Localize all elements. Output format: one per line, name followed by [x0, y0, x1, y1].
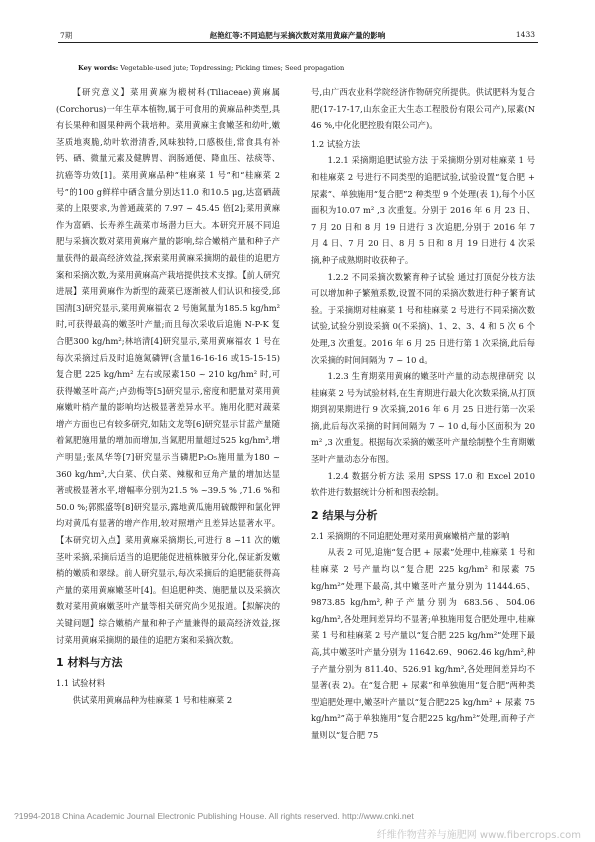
page-number: 1433 — [515, 30, 535, 39]
header-rule — [58, 42, 538, 43]
section-1-2-1-paragraph: 1.2.1 采摘期追肥试验方法 于采摘期分别对桂麻菜 1 号和桂麻菜 2 号进行不同类型的追肥试验,试验设置“复合肥 + 尿素”、单独施用“复合肥”2 种类型 9 个处理(表 1),每个小区面积为10.07 m² ,3 次重复。分别于 2016 年 6 月 23 日、7 月 20 日和 8 月 19 日进行 3 次追肥,分别于 2016 年 7 月 4 日、7 月 20 日、8 月 5 日和 8 月 19 日进行 4 次采摘,种子成熟期时收获种子。 — [311, 155, 535, 265]
copyright-footer: ?1994-2018 China Academic Journal Electronic Publishing House. All rights reserved. http://www.cnki.net — [14, 811, 414, 821]
watermark-text: 纤维作物营养与施肥网 www.fibercrops.com — [376, 830, 581, 841]
issue-label: 7期 — [60, 31, 73, 40]
section-2-1-heading: 2.1 采摘期的不同追肥处理对菜用黄麻嫩梢产量的影响 — [311, 530, 510, 541]
right-column — [311, 84, 535, 744]
section-1-2-heading: 1.2 试验方法 — [311, 138, 361, 149]
section-1-1-heading: 1.1 试验材料 — [56, 678, 106, 689]
intro-paragraph: 【研究意义】菜用黄麻为椴树科(Tiliaceae)黄麻属(Corchorus)一年生草本植物,属于可食用的黄麻品种类型,具有长果种和圆果种两个栽培种。菜用黄麻主食嫩茎和幼叶,嫩茎质地爽脆,幼叶软滑清香,风味独特,口感极佳,常食具有补钙、硒、微量元素及健脾胃、润肠通便、降血压、祛痰等、抗癌等功效[1]。菜用黄麻品种“桂麻菜 1 号”和“桂麻菜 2 号”的100 g鲜样中硒含量分别达11.0 和10.5 μg,达富硒蔬菜的上限要求,为普通蔬菜的 7.97 ~ 45.45 倍[2];菜用黄麻作为富硒、长寿养生蔬菜市场潜力巨大。本研究开展不同追肥与采摘次数对菜用黄麻产量的影响,综合嫩梢产量和种子产量获得的最高经济效益,探索菜用黄麻采摘期的最佳的追肥方案和采摘次数,为菜用黄麻高产栽培提供技术支撑。【前人研究进展】菜用黄麻作为新型的蔬菜已逐渐被人们认识和接受,邱国清[3]研究显示,菜用黄麻福农 2 号施氮量为185.5 kg/hm² 时,可获得最高的嫩茎叶产量;而且每次采收后追施 N-P-K 复合肥300 kg/hm²;林培清[4]研究显示,菜用黄麻福农 1 号在每次采摘过后及时追施氮磷钾(含量16-16-16 或15-15-15)复合肥 225 kg/hm² 左右或尿素150 ~ 210 kg/hm² 时,可获得嫩茎叶高产;卢劲梅等[5]研究显示,密度和肥量对菜用黄麻嫩叶梢产量的影响均达极显著差异水平。施用化肥对蔬菜增产方面也已有较多研究,如陆文龙等[6]研究显示甘蓝产量随着氮肥施用量的增加而增加,当氮肥用量超过525 kg/hm²,增产明显;张凤华等[7]研究显示当磷肥P₂O₅施用量为180 ~ 360 kg/hm²,大白菜、伏白菜、辣椒和豆角产量的增加达显著或极显著水平,增幅率分别为21.5 % ~39.5 % ,71.6 %和50.0 %;郭熙盛等[8]研究显示,露地黄瓜施用硫酸钾和氯化钾均对黄瓜有显著的增产作用,较对照增产且差异达显著水平。【本研究切入点】菜用黄麻采摘期长,可进行 8 ~11 次的嫩茎叶采摘,采摘后适当的追肥能促进植株腋芽分化,保证新发嫩梢的嫩质和翠绿。前人研究显示,每次采摘后的追肥能获得高产量的菜用黄麻嫩茎叶[4]。但追肥种类、施肥量以及采摘次数对菜用黄麻嫩茎叶产量等相关研究尚少见报道。【拟解决的关键问题】综合嫩梢产量和种子产量兼得的最高经济效益,探讨菜用黄麻采摘期的最佳的追肥方案和采摘次数。 — [56, 87, 280, 645]
keywords-line — [78, 64, 344, 72]
materials-continued-paragraph: 号,由广西农业科学院经济作物研究所提供。供试肥料为复合肥(17-17-17,山东金正大生态工程股份有限公司产),尿素(N 46 %,中化化肥控股有限公司产)。 — [311, 87, 535, 131]
left-column — [56, 84, 280, 708]
running-title: 赵艳红等:不同追肥与采摘次数对菜用黄麻产量的影响 — [209, 31, 386, 40]
keywords-label: Key words: — [78, 64, 119, 72]
section-1-heading: 1 材料与方法 — [56, 656, 123, 670]
section-1-2-3-paragraph: 1.2.3 生育期菜用黄麻的嫩茎叶产量的动态规律研究 以桂麻菜 2 号为试验材料,在生育期进行最大化次数采摘,从打顶期到初果期进行 9 次采摘,2016 年 6 月 25 日进行第一次采摘,此后每次采摘的时间间隔为 7 ~ 10 d,每小区面积为 20 m² ,3 次重复。根据每次采摘的嫩茎叶产量绘制整个生育期嫩茎叶产量动态分布图。 — [311, 371, 535, 465]
keywords-text: Vegetable-used jute; Topdressing; Picking times; Seed propagation — [120, 64, 345, 72]
section-2-heading: 2 结果与分析 — [311, 508, 378, 522]
section-1-1-paragraph: 供试菜用黄麻品种为桂麻菜 1 号和桂麻菜 2 — [72, 694, 233, 705]
section-2-1-paragraph: 从表 2 可见,追施“复合肥 + 尿素”处理中,桂麻菜 1 号和桂麻菜 2 号产量均以“复合肥 225 kg/hm² 和尿素 75 kg/hm²”处理下最高,其中嫩茎叶产量分别为 11444.65、9873.85 kg/hm²,种子产量分别为 683.56、504.06 kg/hm²,各处理间差异均不显著;单独施用复合肥处理中,桂麻菜 1 号和桂麻菜 2 号产量以“复合肥 225 kg/hm²”处理下最高,其中嫩茎叶产量分别为 11642.69、9062.46 kg/hm²,种子产量分别为 811.40、526.91 kg/hm²,各处理间差异均不显著(表 2)。在“复合肥 + 尿素”和单独施用“复合肥”两种类型追肥处理中,嫩茎叶产量以“复合肥225 kg/hm² + 尿素 75 kg/hm²”高于单独施用“复合肥225 kg/hm²”处理,而种子产量则以“复合肥 75 — [311, 547, 535, 740]
section-1-2-2-paragraph: 1.2.2 不同采摘次数繁育种子试验 通过打顶促分枝方法可以增加种子繁殖系数,设置不同的采摘次数进行种子繁育试验。于采摘期对桂麻菜 1 号和桂麻菜 2 号进行不同采摘次数试验,试验分别设采摘 0(不采摘)、1、2、3、4 和 5 次 6 个处理,3 次重复。2016 年 6 月 25 日进行第 1 次采摘,此后每次采摘的时间间隔为 7 ~ 10 d。 — [311, 271, 535, 365]
section-1-2-4-paragraph: 1.2.4 数据分析方法 采用 SPSS 17.0 和 Excel 2010 软件进行数据统计分析和图表绘制。 — [311, 470, 535, 498]
